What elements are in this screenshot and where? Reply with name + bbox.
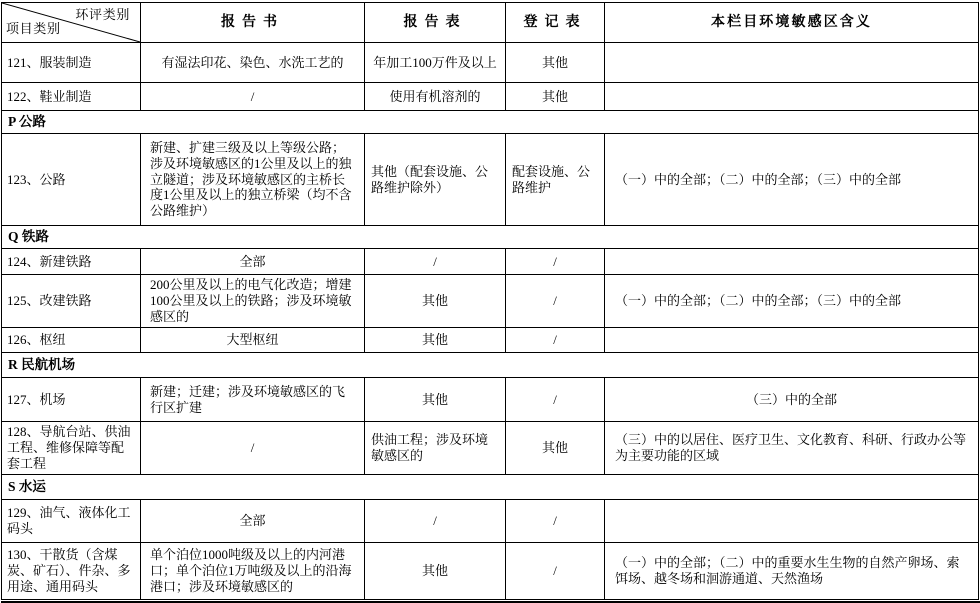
table-cell: （一）中的全部；（二）中的全部；（三）中的全部 — [605, 134, 979, 226]
table-cell: 其他 — [506, 422, 605, 475]
section-q — [2, 226, 979, 249]
table-cell: 大型枢纽 — [141, 328, 365, 353]
table-cell: 129、油气、液体化工码头 — [2, 500, 141, 543]
row-121 — [2, 43, 979, 83]
table-cell: 全部 — [141, 249, 365, 275]
table-cell: 126、枢纽 — [2, 328, 141, 353]
table-cell: 其他（配套设施、公路维护除外） — [365, 134, 506, 226]
table-cell — [605, 249, 979, 275]
row-124 — [2, 249, 979, 275]
table-cell: 其他 — [506, 83, 605, 111]
table-cell: （一）中的全部；（二）中的全部；（三）中的全部 — [605, 275, 979, 328]
table-cell: 123、公路 — [2, 134, 141, 226]
table-cell: 其他 — [365, 378, 506, 422]
table-cell: 年加工100万件及以上 — [365, 43, 506, 83]
table-cell: / — [506, 543, 605, 600]
table-cell: 其他 — [365, 543, 506, 600]
table-cell: 单个泊位1000吨级及以上的内河港口；单个泊位1万吨级及以上的沿海港口；涉及环境敏感区的 — [141, 543, 365, 600]
header-registration-form: 登记表 — [506, 3, 605, 43]
table-cell: 其他 — [365, 328, 506, 353]
table-cell: 供油工程；涉及环境敏感区的 — [365, 422, 506, 475]
table-cell: 125、改建铁路 — [2, 275, 141, 328]
table-cell: 使用有机溶剂的 — [365, 83, 506, 111]
header-report-book: 报告书 — [141, 3, 365, 43]
table-cell — [605, 43, 979, 83]
row-122 — [2, 83, 979, 111]
eia-category-table — [1, 2, 979, 600]
table-cell: / — [506, 500, 605, 543]
table-cell — [605, 328, 979, 353]
table-cell: 新建、扩建三级及以上等级公路；涉及环境敏感区的1公里及以上的独立隧道；涉及环境敏感区的主桥长度1公里及以上的独立桥梁（均不含公路维护） — [141, 134, 365, 226]
table-cell: 128、导航台站、供油工程、维修保障等配套工程 — [2, 422, 141, 475]
row-129 — [2, 500, 979, 543]
table-cell: 130、干散货（含煤炭、矿石）、件杂、多用途、通用码头 — [2, 543, 141, 600]
table-cell: / — [506, 328, 605, 353]
table-cell — [605, 83, 979, 111]
section-r — [2, 353, 979, 378]
header-project-category-label: 项目类别 — [6, 21, 61, 37]
section-p — [2, 111, 979, 134]
section-s — [2, 475, 979, 500]
table-cell: 有湿法印花、染色、水洗工艺的 — [141, 43, 365, 83]
section-label: P 公路 — [2, 111, 979, 134]
table-cell: 全部 — [141, 500, 365, 543]
section-label: Q 铁路 — [2, 226, 979, 249]
document-page — [1, 2, 978, 600]
section-label: R 民航机场 — [2, 353, 979, 378]
header-sensitive-area-meaning: 本栏目环境敏感区含义 — [605, 3, 979, 43]
table-cell: （三）中的以居住、医疗卫生、文化教育、科研、行政办公等为主要功能的区域 — [605, 422, 979, 475]
table-cell: / — [506, 275, 605, 328]
row-128 — [2, 422, 979, 475]
table-cell: / — [506, 378, 605, 422]
table-cell: 127、机场 — [2, 378, 141, 422]
row-130 — [2, 543, 979, 600]
section-label: S 水运 — [2, 475, 979, 500]
diagonal-header-cell — [2, 3, 141, 43]
table-cell: / — [365, 249, 506, 275]
row-123 — [2, 134, 979, 226]
header-row — [2, 3, 979, 43]
table-cell: 新建；迁建；涉及环境敏感区的飞行区扩建 — [141, 378, 365, 422]
header-eia-category-label: 环评类别 — [75, 7, 130, 22]
row-125 — [2, 275, 979, 328]
table-cell: 配套设施、公路维护 — [506, 134, 605, 226]
header-report-form: 报告表 — [365, 3, 506, 43]
table-cell — [605, 500, 979, 543]
table-cell: 122、鞋业制造 — [2, 83, 141, 111]
table-cell: 121、服装制造 — [2, 43, 141, 83]
table-cell: （三）中的全部 — [605, 378, 979, 422]
table-cell: / — [141, 83, 365, 111]
table-cell: / — [141, 422, 365, 475]
row-127 — [2, 378, 979, 422]
table-cell: （一）中的全部；（二）中的重要水生生物的自然产卵场、索饵场、越冬场和洄游通道、天然渔场 — [605, 543, 979, 600]
table-cell: 200公里及以上的电气化改造；增建100公里及以上的铁路；涉及环境敏感区的 — [141, 275, 365, 328]
table-cell: 124、新建铁路 — [2, 249, 141, 275]
table-cell: / — [365, 500, 506, 543]
table-cell: / — [506, 249, 605, 275]
table-cell: 其他 — [365, 275, 506, 328]
table-cell: 其他 — [506, 43, 605, 83]
row-126 — [2, 328, 979, 353]
